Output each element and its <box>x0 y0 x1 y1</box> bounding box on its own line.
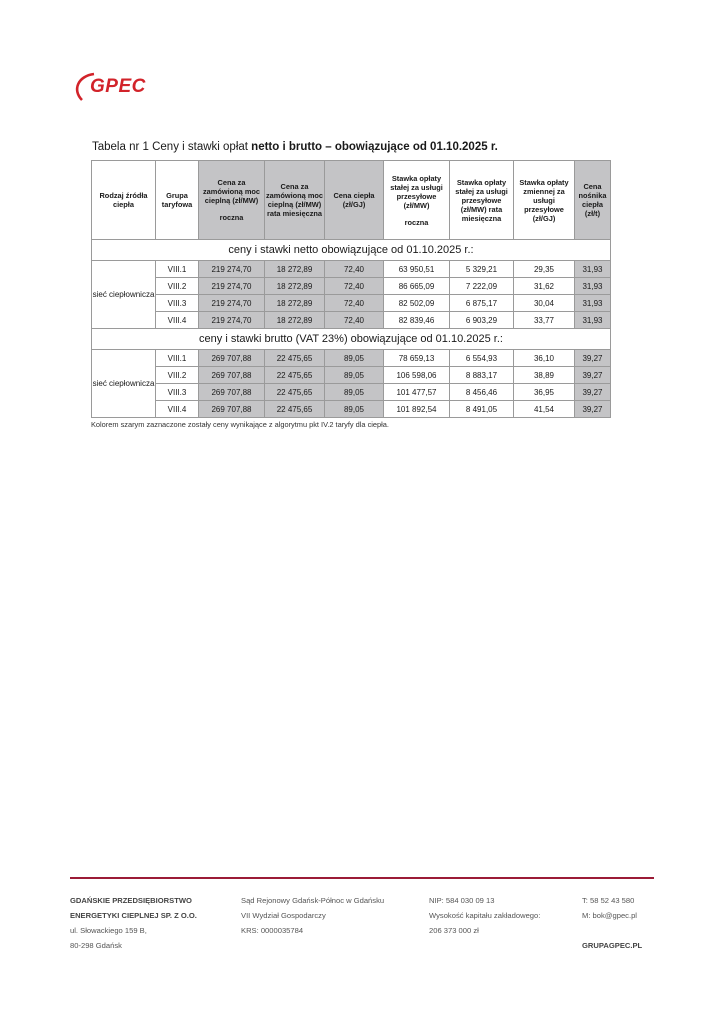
table-row <box>92 312 611 329</box>
cell: 7 222,09 <box>450 278 514 295</box>
table-title <box>92 141 498 153</box>
footer-divider <box>70 877 654 879</box>
company-name-line2: ENERGETYKI CIEPLNEJ SP. Z O.O. <box>70 911 197 920</box>
table-row <box>92 350 611 367</box>
cell: 29,35 <box>514 261 575 278</box>
cell: 31,93 <box>575 261 611 278</box>
cell: 6 875,17 <box>450 295 514 312</box>
cell: 33,77 <box>514 312 575 329</box>
cell: 22 475,65 <box>265 384 325 401</box>
email-link[interactable]: M: bok@gpec.pl <box>582 911 637 920</box>
cell: 82 839,46 <box>384 312 450 329</box>
cell: 39,27 <box>575 384 611 401</box>
cell: 31,93 <box>575 295 611 312</box>
cell: 6 903,29 <box>450 312 514 329</box>
cell: 82 502,09 <box>384 295 450 312</box>
cell: 89,05 <box>325 350 384 367</box>
nip: NIP: 584 030 09 13 <box>429 896 495 905</box>
table-row <box>92 384 611 401</box>
capital-label: Wysokość kapitału zakładowego: <box>429 911 541 920</box>
krs: KRS: 0000035784 <box>241 926 304 935</box>
cell: 18 272,89 <box>265 261 325 278</box>
cell: 30,04 <box>514 295 575 312</box>
cell: 89,05 <box>325 401 384 418</box>
court-division: VII Wydział Gospodarczy <box>241 911 326 920</box>
header-row <box>92 161 611 240</box>
header-carrier: Cena nośnika ciepła (zł/t) <box>575 161 611 240</box>
cell: VIII.2 <box>156 367 199 384</box>
header-kind: Rodzaj źródła ciepła <box>92 161 156 240</box>
cell: VIII.4 <box>156 401 199 418</box>
kind-cell: sieć ciepłownicza <box>92 350 156 418</box>
table-row <box>92 261 611 278</box>
cell: 72,40 <box>325 312 384 329</box>
title-prefix: Tabela nr 1 Ceny i stawki opłat <box>92 141 252 153</box>
gpec-logo <box>72 70 152 104</box>
table-row <box>92 278 611 295</box>
cell: 219 274,70 <box>199 312 265 329</box>
cell: 38,89 <box>514 367 575 384</box>
header-heat-price: Cena ciepła (zł/GJ) <box>325 161 384 240</box>
cell: 31,93 <box>575 312 611 329</box>
cell: 269 707,88 <box>199 367 265 384</box>
kind-cell: sieć ciepłownicza <box>92 261 156 329</box>
section-brutto <box>92 329 611 350</box>
cell: 5 329,21 <box>450 261 514 278</box>
header-fixed-annual-label: Stawka opłaty stałej za usługi przesyłowe (zł/MW) <box>390 173 443 210</box>
cell: 31,62 <box>514 278 575 295</box>
table-row <box>92 401 611 418</box>
cell: 18 272,89 <box>265 295 325 312</box>
header-cap-annual-sub: roczna <box>219 213 244 222</box>
cell: 72,40 <box>325 278 384 295</box>
cell: 101 892,54 <box>384 401 450 418</box>
cell: 8 491,05 <box>450 401 514 418</box>
cell: VIII.1 <box>156 261 199 278</box>
section-netto-label: ceny i stawki netto obowiązujące od 01.10.2025 r.: <box>92 240 611 261</box>
header-fixed-monthly: Stawka opłaty stałej za usługi przesyłowe (zł/MW) rata miesięczna <box>450 161 514 240</box>
cell: 8 456,46 <box>450 384 514 401</box>
cell: VIII.3 <box>156 295 199 312</box>
section-brutto-label: ceny i stawki brutto (VAT 23%) obowiązujące od 01.10.2025 r.: <box>92 329 611 350</box>
website-link[interactable]: GRUPAGPEC.PL <box>582 941 643 950</box>
phone: T: 58 52 43 580 <box>582 896 635 905</box>
cell: 101 477,57 <box>384 384 450 401</box>
cell: 89,05 <box>325 384 384 401</box>
cell: 31,93 <box>575 278 611 295</box>
footer-contact <box>582 893 642 953</box>
cell: 41,54 <box>514 401 575 418</box>
company-city: 80-298 Gdańsk <box>70 941 122 950</box>
cell: 72,40 <box>325 295 384 312</box>
cell: 219 274,70 <box>199 295 265 312</box>
capital-value: 206 373 000 zł <box>429 926 479 935</box>
footer-company <box>70 893 197 953</box>
cell: 39,27 <box>575 401 611 418</box>
court: Sąd Rejonowy Gdańsk-Północ w Gdańsku <box>241 896 385 905</box>
cell: 78 659,13 <box>384 350 450 367</box>
footer-tax <box>429 893 540 938</box>
cell: 18 272,89 <box>265 278 325 295</box>
table-row <box>92 367 611 384</box>
cell: VIII.4 <box>156 312 199 329</box>
title-bold: netto i brutto – obowiązujące od 01.10.2025 r. <box>251 141 498 153</box>
header-fixed-annual-sub: roczna <box>404 217 429 227</box>
cell: 269 707,88 <box>199 401 265 418</box>
cell: 86 665,09 <box>384 278 450 295</box>
cell: 8 883,17 <box>450 367 514 384</box>
footer-registry <box>241 893 384 938</box>
header-cap-annual <box>199 161 265 240</box>
header-cap-monthly: Cena za zamówioną moc cieplną (zł/MW) rata miesięczna <box>265 161 325 240</box>
section-netto <box>92 240 611 261</box>
table-row <box>92 295 611 312</box>
cell: 269 707,88 <box>199 350 265 367</box>
cell: 6 554,93 <box>450 350 514 367</box>
header-fixed-annual <box>384 161 450 240</box>
cell: 22 475,65 <box>265 350 325 367</box>
cell: 36,95 <box>514 384 575 401</box>
cell: 39,27 <box>575 350 611 367</box>
cell: 18 272,89 <box>265 312 325 329</box>
cell: 106 598,06 <box>384 367 450 384</box>
rates-table <box>91 160 611 418</box>
header-group: Grupa taryfowa <box>156 161 199 240</box>
cell: VIII.3 <box>156 384 199 401</box>
cell: 39,27 <box>575 367 611 384</box>
cell: 269 707,88 <box>199 384 265 401</box>
header-cap-annual-label: Cena za zamówioną moc cieplną (zł/MW) <box>202 178 261 205</box>
cell: 89,05 <box>325 367 384 384</box>
company-street: ul. Słowackiego 159 B, <box>70 926 147 935</box>
cell: 22 475,65 <box>265 367 325 384</box>
cell: 63 950,51 <box>384 261 450 278</box>
cell: 22 475,65 <box>265 401 325 418</box>
logo-text: GPEC <box>90 76 146 97</box>
company-name-line1: GDAŃSKIE PRZEDSIĘBIORSTWO <box>70 896 192 905</box>
cell: 72,40 <box>325 261 384 278</box>
cell: 219 274,70 <box>199 278 265 295</box>
footnote: Kolorem szarym zaznaczone zostały ceny wynikające z algorytmu pkt IV.2 taryfy dla ciepła. <box>91 420 389 429</box>
header-variable: Stawka opłaty zmiennej za usługi przesyłowe (zł/GJ) <box>514 161 575 240</box>
cell: VIII.2 <box>156 278 199 295</box>
cell: 219 274,70 <box>199 261 265 278</box>
cell: 36,10 <box>514 350 575 367</box>
cell: VIII.1 <box>156 350 199 367</box>
